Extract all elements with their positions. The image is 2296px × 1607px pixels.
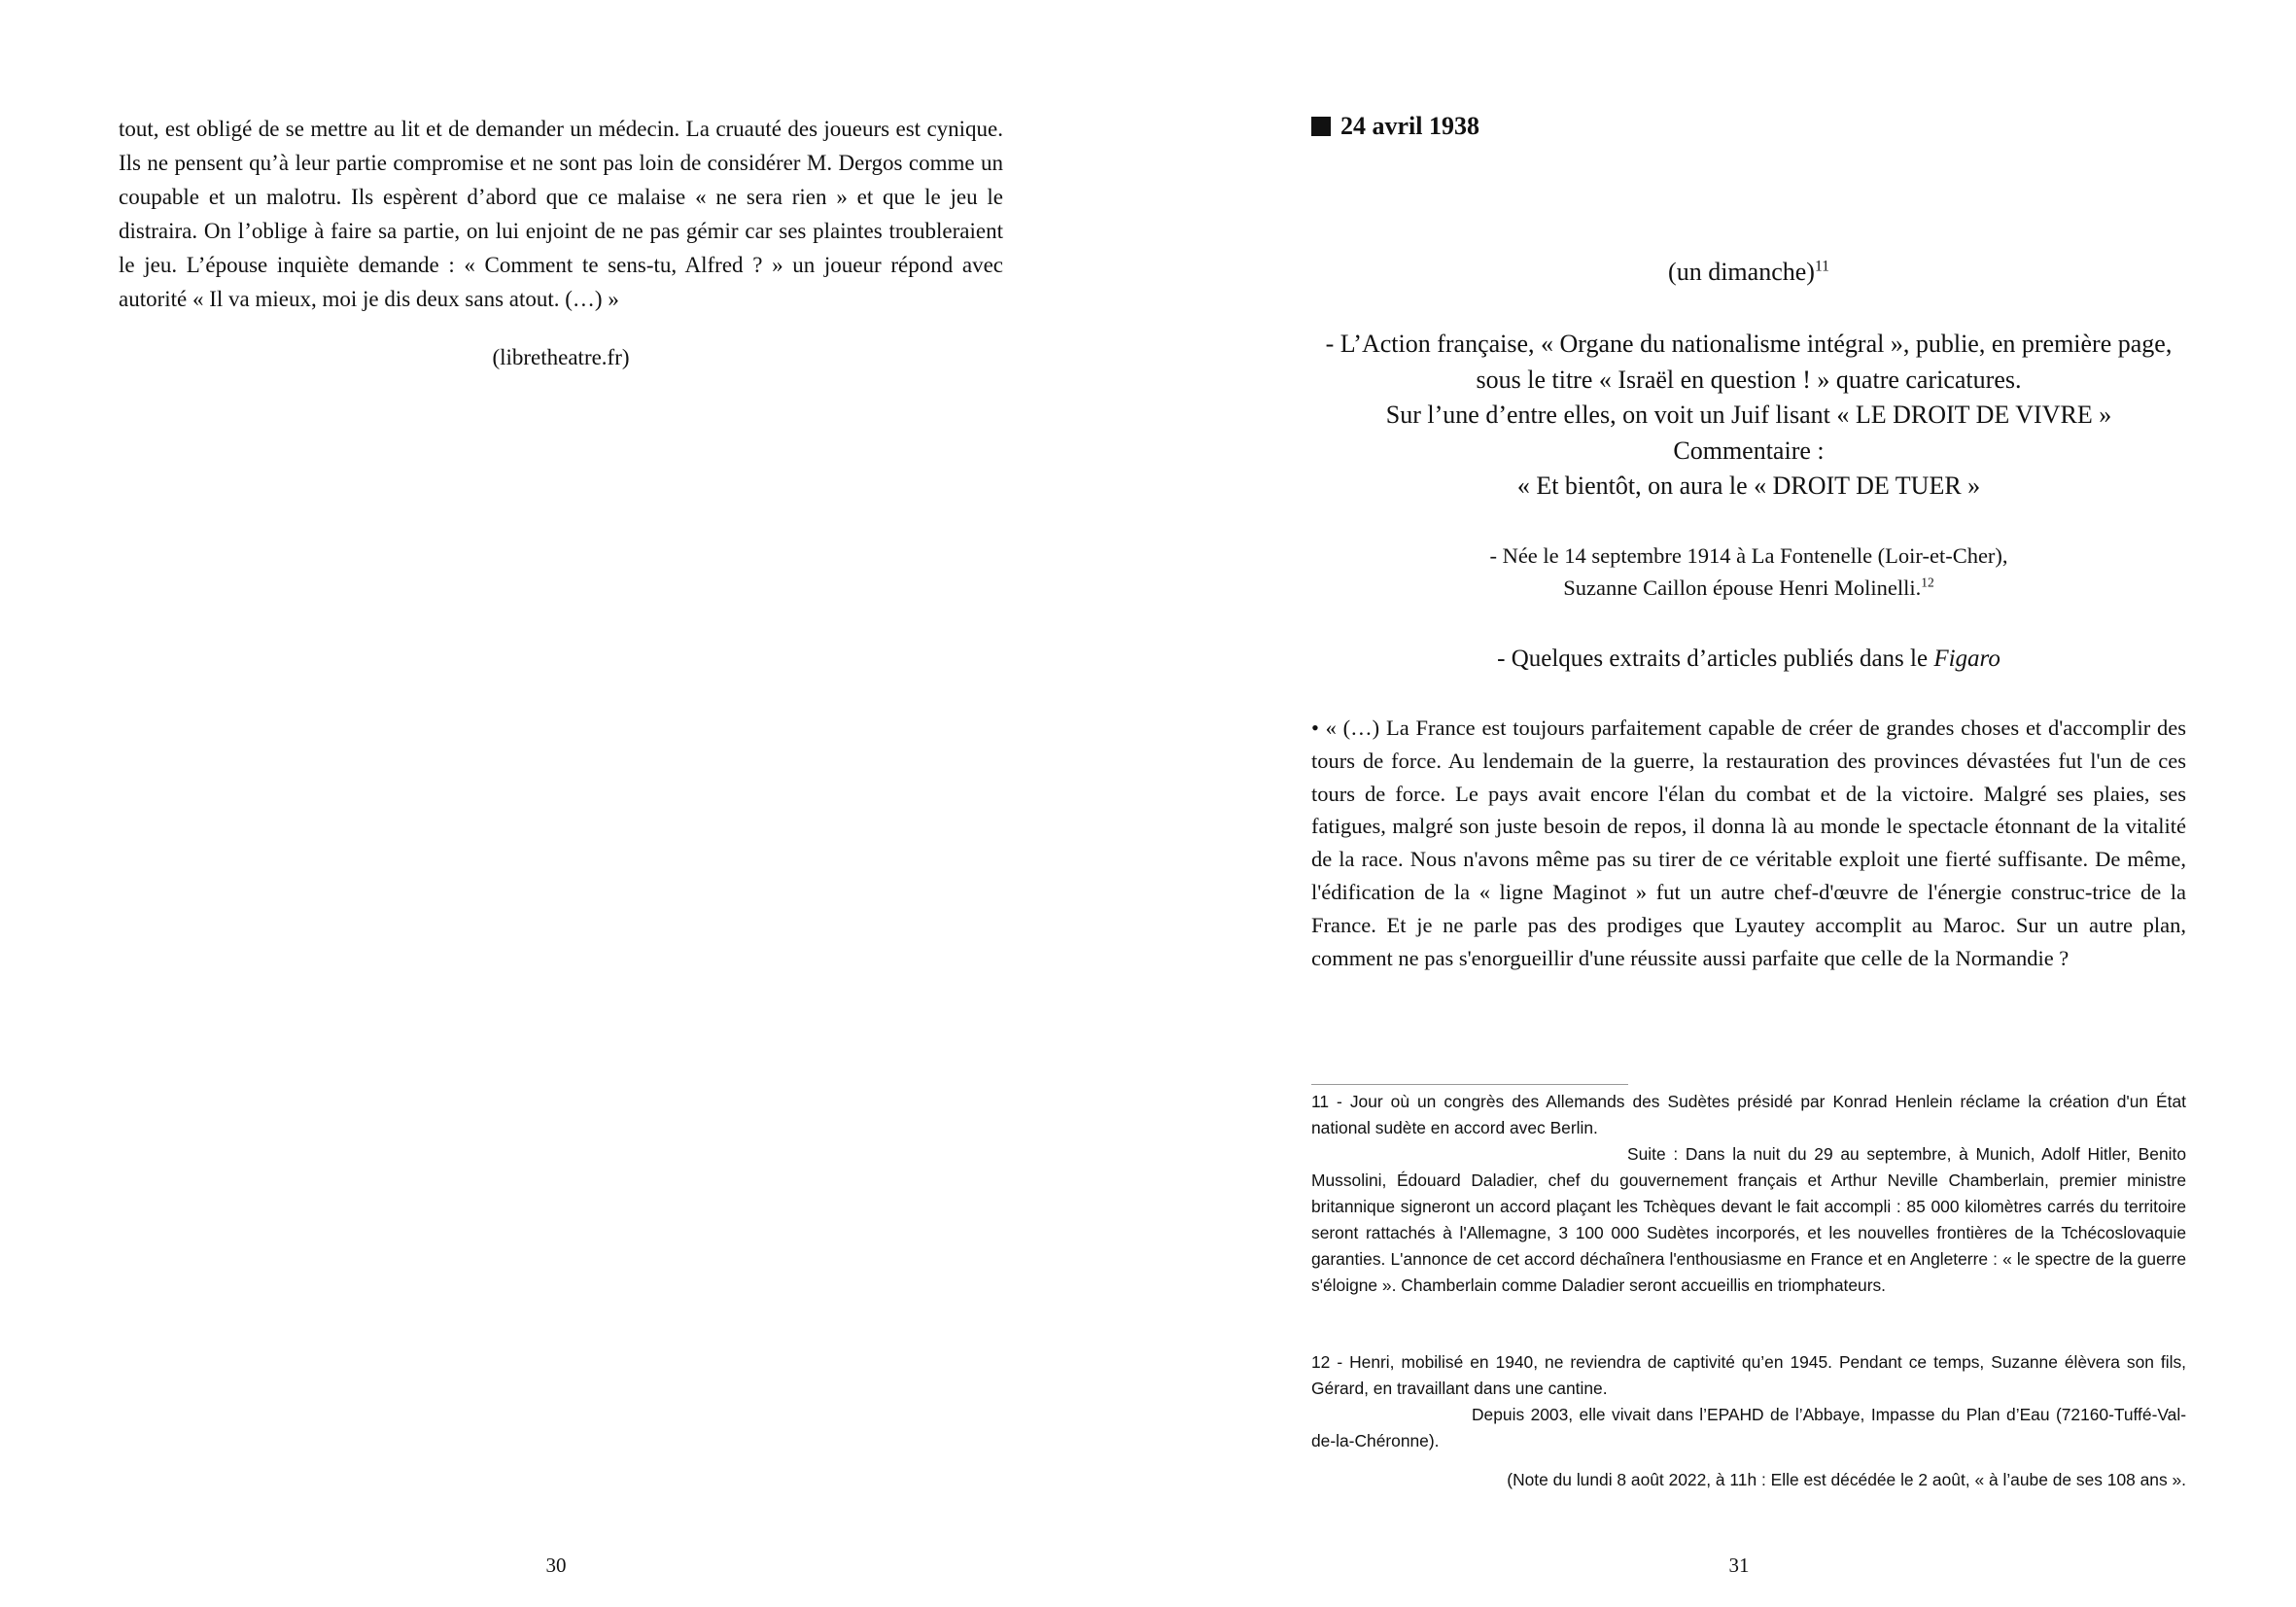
birth-line-2: [1311, 572, 2186, 604]
day-text: (un dimanche): [1668, 258, 1815, 286]
footnote-ref-11: 11: [1814, 258, 1829, 275]
footnote-death-note: (Note du lundi 8 août 2022, à 11h : Elle est décédée le 2 août, « à l’aube de ses 108 ans ».: [1507, 1470, 2186, 1489]
action-line: sous le titre « Israël en question ! » quatre caricatures.: [1476, 365, 2022, 394]
footnote-11: [1311, 1089, 2186, 1299]
extracts-prefix: - Quelques extraits d’articles publiés dans le: [1497, 646, 1934, 672]
right-page: [1148, 0, 2296, 1607]
day-label: [1311, 255, 2186, 290]
footnote-12-text: 12 - Henri, mobilisé en 1940, ne reviendra de captivité qu’en 1945. Pendant ce temps, Suzanne élèvera son fils, Gérard, en travaillant dans une cantine.: [1311, 1352, 2186, 1398]
footnote-12: [1311, 1349, 2186, 1454]
action-line: Commentaire :: [1673, 436, 1825, 465]
footnote-separator: [1311, 1084, 1628, 1085]
footnote-11-suite: Suite : Dans la nuit du 29 au septembre, à Munich, Adolf Hitler, Benito Mussolini, Édouard Daladier, chef du gouvernement français et Arthur Neville Chamberlain, premier ministre britannique signeront un accord plaçant les Tchèques devant le fait accompli : 85 000 kilomètres carrés du territoire seront rattachés à l'Allemagne, 3 100 000 Sudètes incorporés, et les nouvelles frontières de la Tchécoslovaquie garanties. L'annonce de cet accord déchaînera l'enthousiasme en France et en Angleterre : « le spectre de la guerre s'éloigne ». Chamberlain comme Daladier seront accueillis en triomphateurs.: [1311, 1144, 2186, 1295]
footnote-12-depuis: Depuis 2003, elle vivait dans l’EPAHD de l’Abbaye, Impasse du Plan d’Eau (72160-Tuffé-Val-de-la-Chéronne).: [1311, 1405, 2186, 1450]
footnote-11-text: 11 - Jour où un congrès des Allemands des Sudètes présidé par Konrad Henlein réclame la création d'un État national sudète en accord avec Berlin.: [1311, 1092, 2186, 1137]
footnote-ref-12: 12: [1921, 575, 1934, 590]
extracts-heading: [1311, 642, 2186, 677]
source-citation: (libretheatre.fr): [492, 345, 630, 369]
birth-line-1: - Née le 14 septembre 1914 à La Fontenelle (Loir-et-Cher),: [1489, 543, 2008, 568]
journal-name: Figaro: [1933, 646, 2000, 672]
birth-note-block: [1311, 540, 2186, 604]
date-heading: [1311, 112, 1479, 141]
action-line: « Et bientôt, on aura le « DROIT DE TUER »: [1516, 472, 1981, 500]
action-francaise-block: [1311, 327, 2186, 505]
page-number-left: 30: [545, 1554, 567, 1577]
action-line: Sur l’une d’entre elles, on voit un Juif lisant « LE DROIT DE VIVRE »: [1385, 401, 2112, 429]
square-bullet-icon: [1311, 117, 1331, 136]
birth-line-2-text: Suzanne Caillon épouse Henri Molinelli.: [1563, 576, 1922, 600]
date-heading-text: 24 avril 1938: [1340, 112, 1479, 140]
left-paragraph: tout, est obligé de se mettre au lit et de demander un médecin. La cruauté des joueurs est cynique. Ils ne pensent qu’à leur partie compromise et ne sont pas loin de considérer M. Dergos comme un coupable et un malotru. Ils espèrent d’abord que ce malaise « ne sera rien » et que le jeu le distraira. On l’oblige à faire sa partie, on lui enjoint de ne pas gémir car ses plaintes troubleraient le jeu. L’épouse inquiète demande : « Comment te sens-tu, Alfred ? » un joueur répond avec autorité « Il va mieux, moi je dis deux sans atout. (…) »: [119, 117, 1003, 311]
action-line: - L’Action française, « Organe du nationalisme intégral », publie, en première page,: [1325, 330, 2173, 358]
figaro-quote: • « (…) La France est toujours parfaitement capable de créer de grandes choses et d'accomplir des tours de force. Au lendemain de la guerre, la restauration des provinces dévastées fut l'un de ces tours de force. Le pays avait encore l'élan du combat et de la victoire. Malgré ses plaies, ses fatigues, malgré son juste besoin de repos, il donna là au monde le spectacle étonnant de la vitalité de la race. Nous n'avons même pas su tirer de ce véritable exploit une fierté suffisante. De même, l'édification de la « ligne Maginot » fut un autre chef-d'œuvre de l'énergie construc-trice de la France. Et je ne parle pas des prodiges que Lyautey accomplit au Maroc. Sur un autre plan, comment ne pas s'enorgueillir d'une réussite aussi parfaite que celle de la Normandie ?: [1311, 716, 2186, 970]
page-number-right: 31: [1728, 1554, 1750, 1577]
